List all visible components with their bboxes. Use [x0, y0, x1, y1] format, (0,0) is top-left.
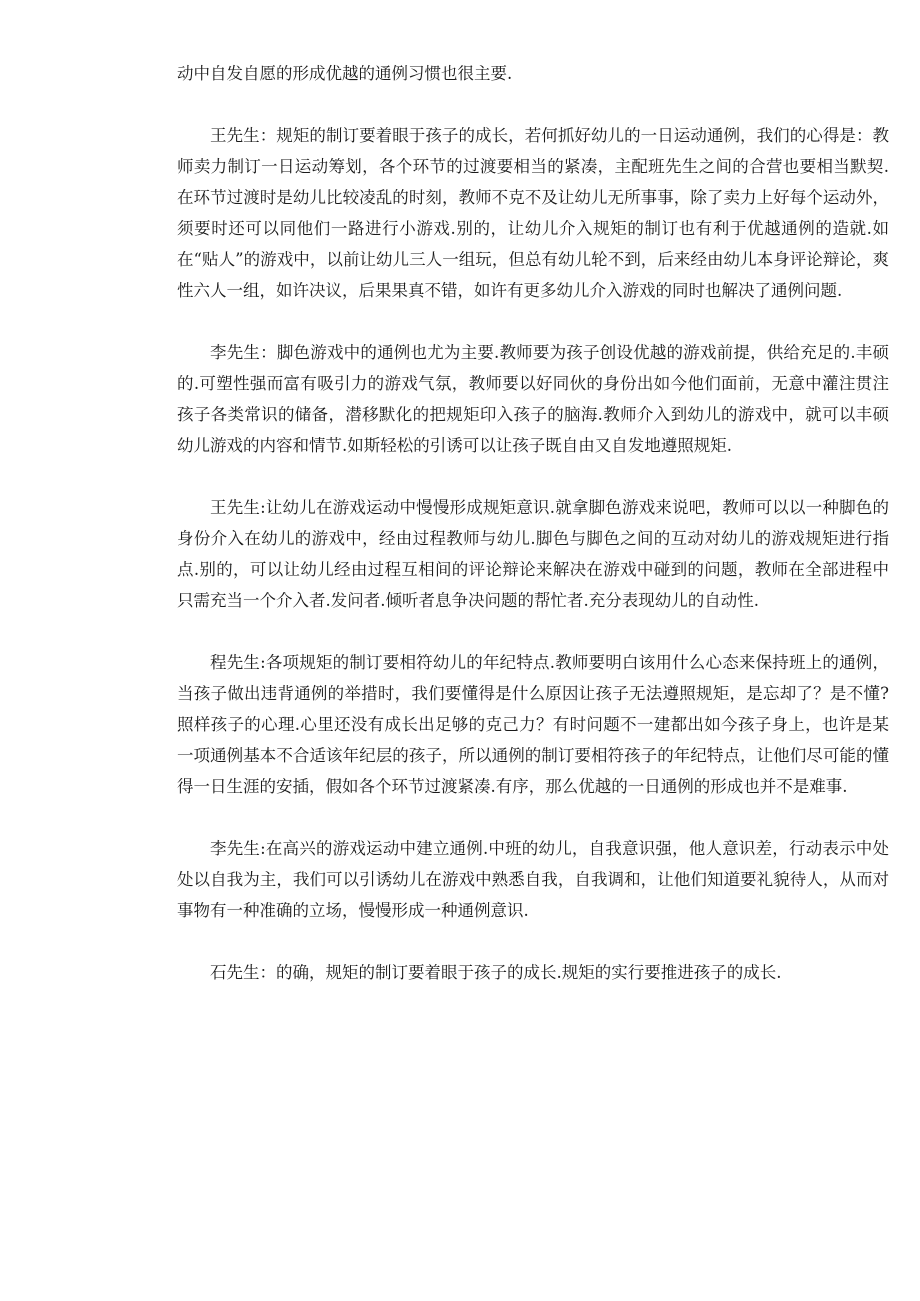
paragraph-wang-2: 王先生:让幼儿在游戏运动中慢慢形成规矩意识.就拿脚色游戏来说吧，教师可以以一种脚色的身份介入在幼儿的游戏中，经由过程教师与幼儿.脚色与脚色之间的互动对幼儿的游戏规矩进行指点.别的，可以让幼儿经由过程互相间的评论辩论来解决在游戏中碰到的问题，教师在全部进程中只需充当一个介入者.发问者.倾听者息争决问题的帮忙者.充分表现幼儿的自动性. [177, 498, 889, 610]
document-body [177, 58, 889, 1019]
paragraph-li-1: 李先生：脚色游戏中的通例也尤为主要.教师要为孩子创设优越的游戏前提，供给充足的.丰硕的.可塑性强而富有吸引力的游戏气氛，教师要以好同伙的身份出如今他们面前，无意中灌注贯注孩子各类常识的储备，潜移默化的把规矩印入孩子的脑海.教师介入到幼儿的游戏中，就可以丰硕幼儿游戏的内容和情节.如斯轻松的引诱可以让孩子既自由又自发地遵照规矩. [177, 343, 889, 455]
paragraph-cheng: 程先生:各项规矩的制订要相符幼儿的年纪特点.教师要明白该用什么心态来保持班上的通例，当孩子做出违背通例的举措时，我们要懂得是什么原因让孩子无法遵照规矩，是忘却了？是不懂?照样孩子的心理.心里还没有成长出足够的克己力？有时问题不一建都出如今孩子身上，也许是某一项通例基本不合适该年纪层的孩子，所以通例的制订要相符孩子的年纪特点，让他们尽可能的懂得一日生涯的安插，假如各个环节过渡紧凑.有序，那么优越的一日通例的形成也并不是难事. [177, 653, 889, 796]
paragraph-wang-1: 王先生：规矩的制订要着眼于孩子的成长，若何抓好幼儿的一日运动通例，我们的心得是：教师卖力制订一日运动筹划，各个环节的过渡要相当的紧凑，主配班先生之间的合营也要相当默契.在环节过渡时是幼儿比较凌乱的时刻，教师不克不及让幼儿无所事事，除了卖力上好每个运动外，须要时还可以同他们一路进行小游戏.别的，让幼儿介入规矩的制订也有利于优越通例的造就.如在“贴人”的游戏中，以前让幼儿三人一组玩，但总有幼儿轮不到，后来经由幼儿本身评论辩论，爽性六人一组，如许决议，后果果真不错，如许有更多幼儿介入游戏的同时也解决了通例问题. [177, 126, 889, 300]
paragraph-continuation: 动中自发自愿的形成优越的通例习惯也很主要. [177, 64, 513, 83]
paragraph-li-2: 李先生:在高兴的游戏运动中建立通例.中班的幼儿，自我意识强，他人意识差，行动表示中处处以自我为主，我们可以引诱幼儿在游戏中熟悉自我，自我调和，让他们知道要礼貌待人，从而对事物有一种准确的立场，慢慢形成一种通例意识. [177, 839, 889, 920]
paragraph-shi: 石先生：的确，规矩的制订要着眼于孩子的成长.规矩的实行要推进孩子的成长. [210, 963, 782, 982]
